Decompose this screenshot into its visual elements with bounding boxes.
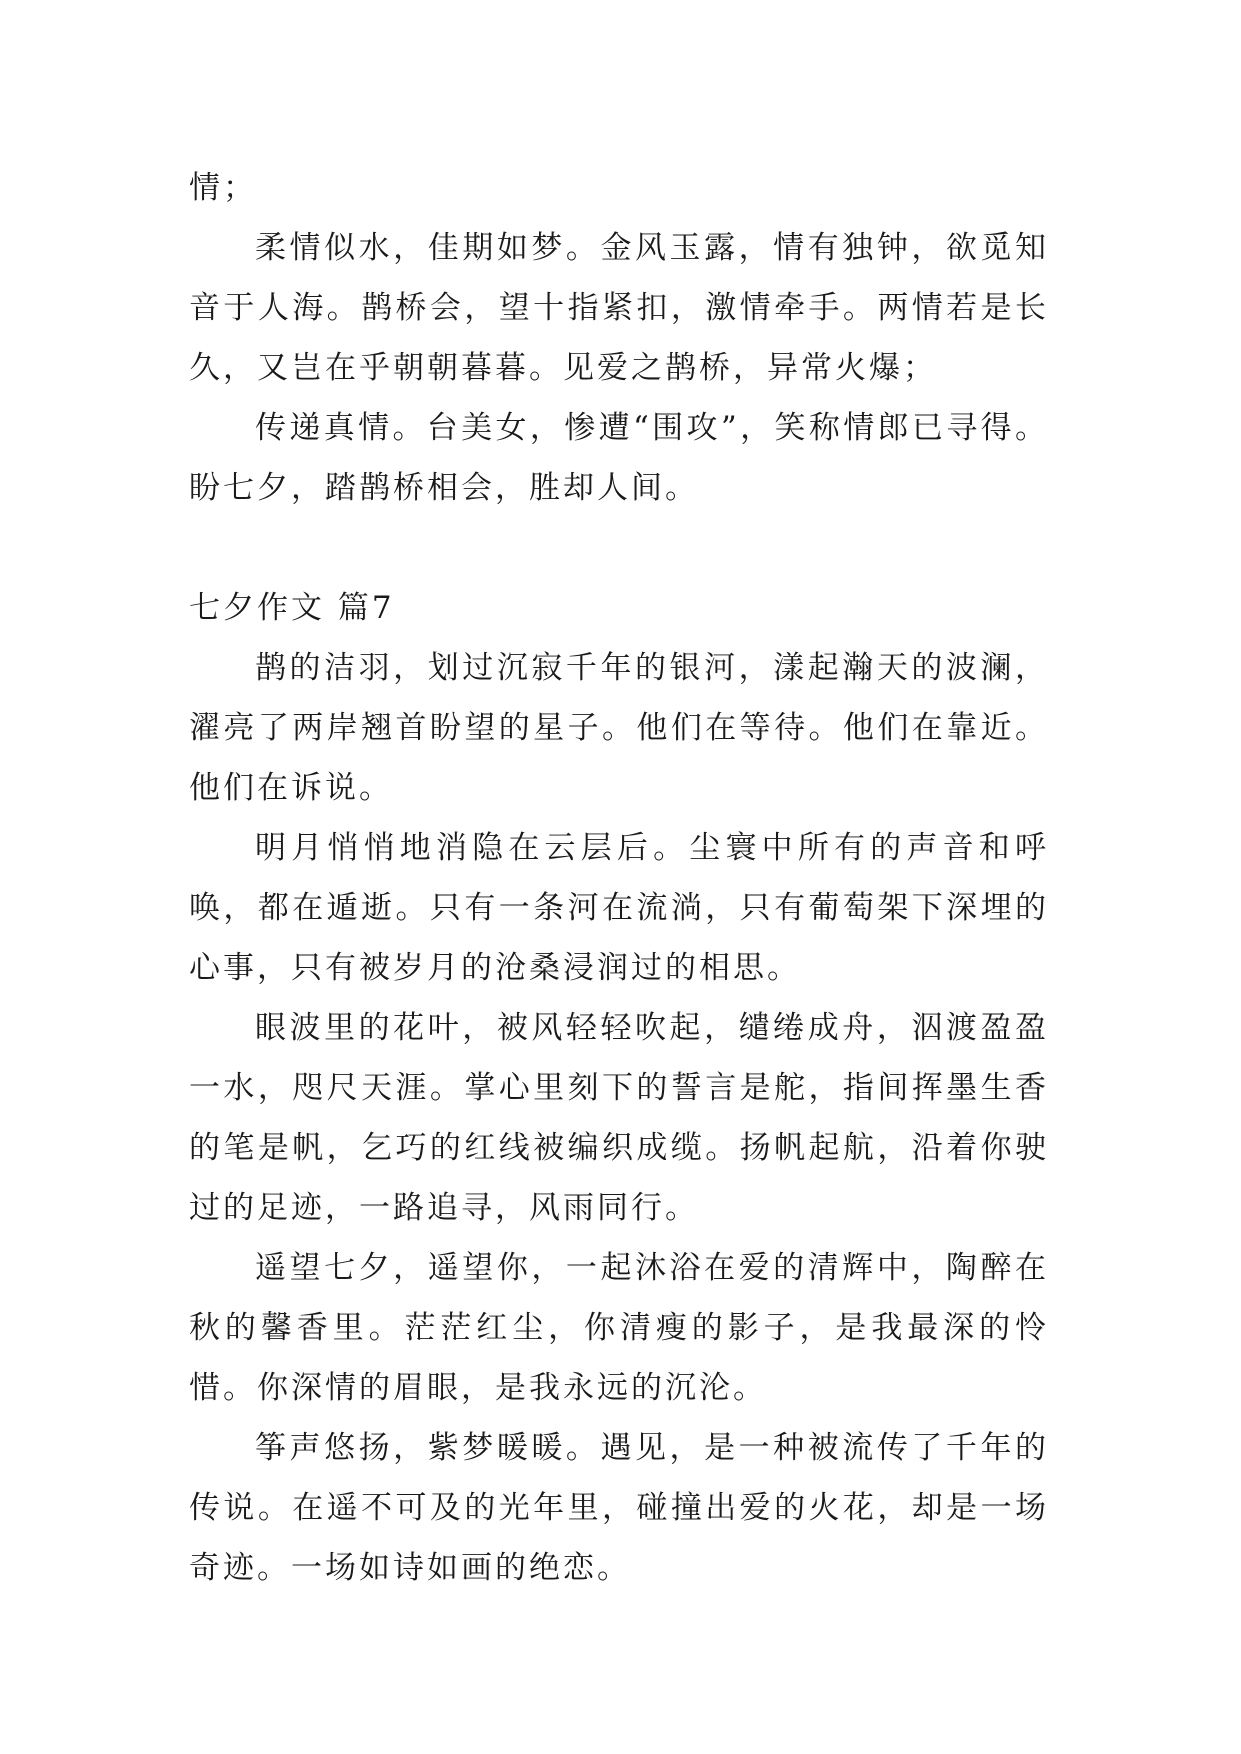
paragraph: 眼波里的花叶，被风轻轻吹起，缱绻成舟，泅渡盈盈一水，咫尺天涯。掌心里刻下的誓言是舵，指间挥墨生香的笔是帆，乞巧的红线被编织成缆。扬帆起航，沿着你驶过的足迹，一路追寻，风雨同行。 bbox=[189, 1010, 1049, 1226]
paragraph: 鹊的洁羽，划过沉寂千年的银河，漾起瀚天的波澜，濯亮了两岸翘首盼望的星子。他们在等待。他们在靠近。他们在诉说。 bbox=[189, 650, 1049, 806]
paragraph: 传递真情。台美女，惨遭“围攻”，笑称情郎已寻得。盼七夕，踏鹊桥相会，胜却人间。 bbox=[189, 410, 1049, 506]
paragraph: 明月悄悄地消隐在云层后。尘寰中所有的声音和呼唤，都在遁逝。只有一条河在流淌，只有葡萄架下深埋的心事，只有被岁月的沧桑浸润过的相思。 bbox=[189, 830, 1049, 986]
document-body bbox=[189, 158, 1049, 1598]
section-title: 七夕作文 篇7 bbox=[189, 590, 395, 626]
paragraph: 遥望七夕，遥望你，一起沐浴在爱的清辉中，陶醉在秋的馨香里。茫茫红尘，你清瘦的影子，是我最深的怜惜。你深情的眉眼，是我永远的沉沦。 bbox=[189, 1250, 1049, 1406]
paragraph: 柔情似水，佳期如梦。金风玉露，情有独钟，欲觅知音于人海。鹊桥会，望十指紧扣，激情牵手。两情若是长久，又岂在乎朝朝暮暮。见爱之鹊桥，异常火爆； bbox=[189, 230, 1049, 386]
paragraph-continuation: 情； bbox=[189, 170, 257, 206]
section-spacer bbox=[189, 518, 1049, 578]
paragraph: 筝声悠扬，紫梦暖暖。遇见，是一种被流传了千年的传说。在遥不可及的光年里，碰撞出爱的火花，却是一场奇迹。一场如诗如画的绝恋。 bbox=[189, 1430, 1049, 1586]
